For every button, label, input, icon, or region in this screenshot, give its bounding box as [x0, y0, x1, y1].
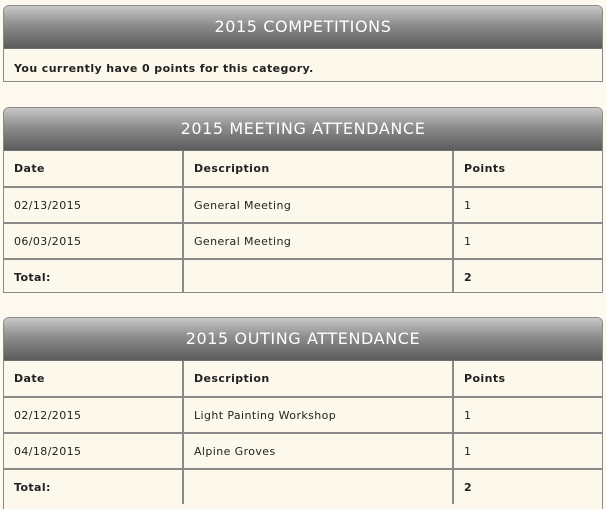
total-empty-cell — [183, 469, 453, 504]
competitions-section — [3, 5, 603, 82]
meeting-attendance-table — [4, 151, 602, 293]
column-header-date: Date — [4, 151, 183, 187]
competitions-message: You currently have 0 points for this category. — [14, 62, 314, 75]
row-date: 06/03/2015 — [4, 223, 183, 259]
total-points: 2 — [464, 270, 473, 284]
row-points: 1 — [453, 223, 602, 259]
table-row — [4, 397, 602, 433]
row-date: 02/13/2015 — [4, 187, 183, 223]
total-label: Total: — [4, 469, 183, 504]
table-row — [4, 433, 602, 469]
table-row — [4, 187, 602, 223]
outing-attendance-section — [3, 317, 603, 509]
outing-attendance-table — [4, 361, 602, 504]
row-date: 04/18/2015 — [4, 433, 183, 469]
competitions-title: 2015 COMPETITIONS — [4, 6, 602, 49]
meeting-attendance-title: 2015 MEETING ATTENDANCE — [4, 108, 602, 151]
total-empty-cell — [183, 259, 453, 293]
column-header-points: Points — [453, 151, 602, 187]
total-row — [4, 469, 602, 504]
row-date: 02/12/2015 — [4, 397, 183, 433]
total-row — [4, 259, 602, 293]
column-header-points: Points — [453, 361, 602, 397]
meeting-attendance-section — [3, 107, 603, 293]
row-points: 1 — [453, 397, 602, 433]
row-description: Alpine Groves — [183, 433, 453, 469]
outing-attendance-title: 2015 OUTING ATTENDANCE — [4, 318, 602, 361]
row-description: General Meeting — [183, 187, 453, 223]
row-points: 1 — [453, 187, 602, 223]
row-description: General Meeting — [183, 223, 453, 259]
column-header-description: Description — [183, 361, 453, 397]
total-points: 2 — [464, 480, 473, 494]
table-header-row — [4, 361, 602, 397]
column-header-description: Description — [183, 151, 453, 187]
table-row — [4, 223, 602, 259]
row-description: Light Painting Workshop — [183, 397, 453, 433]
row-points: 1 — [453, 433, 602, 469]
table-header-row — [4, 151, 602, 187]
total-label: Total: — [4, 259, 183, 293]
column-header-date: Date — [4, 361, 183, 397]
